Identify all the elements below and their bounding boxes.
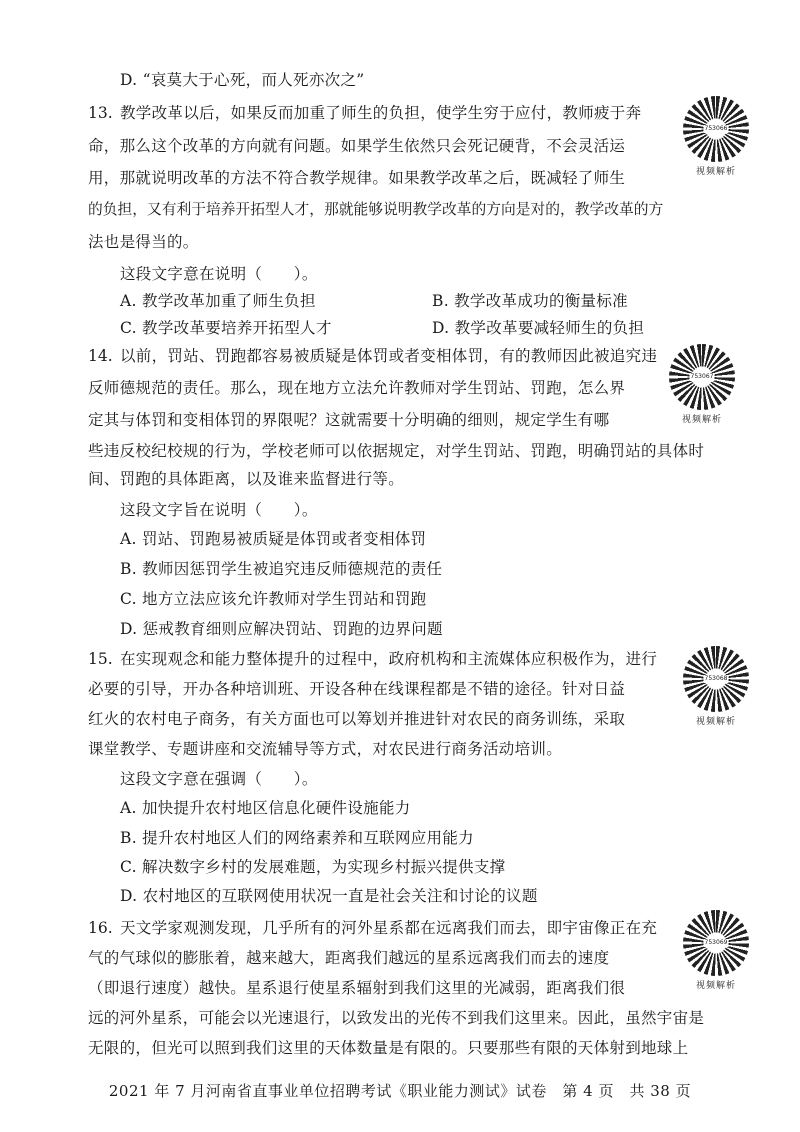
video-qr-code[interactable] — [680, 910, 752, 998]
question-text-line: 以前，罚站、罚跑都容易被质疑是体罚或者变相体罚，有的教师因此被追究违 — [120, 347, 658, 365]
question-text-line: 命，那么这个改革的方向就有问题。如果学生依然只会死记硬背，不会灵活运 — [88, 137, 626, 155]
qr-id: 753068 — [704, 675, 728, 682]
question-text-line: 必要的引导，开办各种培训班、开设各种在线课程都是不错的途径。针对日益 — [88, 680, 626, 698]
option-b: B. 教学改革成功的衡量标准 — [432, 292, 628, 310]
option-b: B. 教师因惩罚学生被追究违反师德规范的责任 — [120, 560, 443, 578]
question-text-line: 的负担，又有利于培养开拓型人才，那就能够说明教学改革的方向是对的，教学改革的方 — [88, 201, 664, 218]
option-d: D. 惩戒教育细则应解决罚站、罚跑的边界问题 — [120, 620, 443, 638]
video-qr-code[interactable] — [680, 96, 752, 184]
page-footer: 2021 年 7 月河南省直事业单位招聘考试《职业能力测试》试卷 第 4 页 共 38 页 — [108, 1082, 692, 1100]
option-c: C. 解决数字乡村的发展难题，为实现乡村振兴提供支撑 — [120, 858, 506, 876]
qr-caption: 视频解析 — [695, 717, 736, 727]
option-d: D. 农村地区的互联网使用状况一直是社会关注和讨论的议题 — [120, 887, 538, 905]
question-text-line: 用，那就说明改革的方法不符合教学规律。如果教学改革之后，既减轻了师生 — [88, 169, 626, 187]
question-text-line: 远的河外星系，可能会以光速退行，以致发出的光传不到我们这里来。因此，虽然宇宙是 — [88, 1009, 705, 1027]
question-number: 13. — [88, 104, 113, 122]
question-text-line: 天文学家观测发现，几乎所有的河外星系都在远离我们而去，即宇宙像正在充 — [120, 919, 658, 937]
question-text-line: 定其与体罚和变相体罚的界限呢？这就需要十分明确的细则，规定学生有哪 — [88, 411, 610, 429]
question-text-line: 些违反校纪校规的行为，学校老师可以依据规定，对学生罚站、罚跑，明确罚站的具体时 — [88, 442, 705, 460]
qr-id: 753067 — [690, 373, 714, 380]
question-number: 16. — [88, 919, 113, 937]
question-text-line: 间、罚跑的具体距离，以及谁来监督进行等。 — [88, 470, 405, 488]
qr-id: 753069 — [704, 939, 728, 946]
question-text-line: 无限的，但光可以照到我们这里的天体数量是有限的。只要那些有限的天体射到地球上 — [88, 1039, 689, 1057]
option-c: C. 地方立法应该允许教师对学生罚站和罚跑 — [120, 590, 427, 608]
qr-id: 753066 — [704, 125, 728, 132]
option-a: A. 罚站、罚跑易被质疑是体罚或者变相体罚 — [120, 530, 427, 548]
question-text-line: 红火的农村电子商务，有关方面也可以筹划并推进针对农民的商务训练，采取 — [88, 710, 626, 728]
option-b: B. 提升农村地区人们的网络素养和互联网应用能力 — [120, 829, 474, 847]
qr-caption: 视频解析 — [695, 167, 736, 177]
qr-code-icon — [669, 344, 735, 410]
option-a: A. 教学改革加重了师生负担 — [120, 292, 316, 310]
qr-caption: 视频解析 — [695, 981, 736, 991]
question-text-line: 课堂教学、专题讲座和交流辅导等方式，对农民进行商务活动培训。 — [88, 740, 563, 758]
qr-caption: 视频解析 — [681, 415, 722, 425]
previous-option-d: D. “哀莫大于心死，而人死亦次之” — [120, 71, 365, 89]
qr-code-icon — [683, 646, 749, 712]
question-prompt: 这段文字旨在说明（ ）。 — [120, 501, 318, 519]
qr-code-icon — [683, 910, 749, 976]
question-prompt: 这段文字意在强调（ ）。 — [120, 770, 318, 788]
question-number: 14. — [88, 347, 113, 365]
question-text-line: 气的气球似的膨胀着，越来越大，距离我们越远的星系远离我们而去的速度 — [88, 949, 610, 967]
question-text-line: 在实现观念和能力整体提升的过程中，政府机构和主流媒体应积极作为，进行 — [120, 650, 658, 668]
video-qr-code[interactable] — [680, 646, 752, 734]
option-d: D. 教学改革要减轻师生的负担 — [432, 319, 645, 337]
qr-code-icon — [683, 96, 749, 162]
question-text-line: （即退行速度）越快。星系退行使星系辐射到我们这里的光减弱，距离我们很 — [88, 979, 626, 997]
question-prompt: 这段文字意在说明（ ）。 — [120, 265, 318, 283]
question-number: 15. — [88, 650, 113, 668]
question-text-line: 反师德规范的责任。那么，现在地方立法允许教师对学生罚站、罚跑，怎么界 — [88, 379, 626, 397]
question-text-line: 法也是得当的。 — [88, 233, 199, 251]
option-c: C. 教学改革要培养开拓型人才 — [120, 319, 332, 337]
option-a: A. 加快提升农村地区信息化硬件设施能力 — [120, 799, 411, 817]
video-qr-code[interactable] — [666, 344, 738, 432]
question-text-line: 教学改革以后，如果反而加重了师生的负担，使学生穷于应付，教师疲于奔 — [120, 104, 642, 122]
